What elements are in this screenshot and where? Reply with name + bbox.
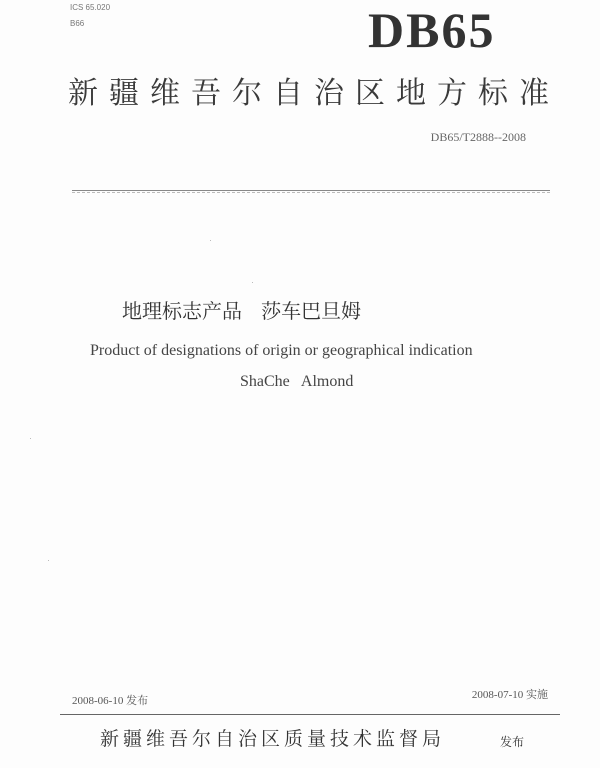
publisher-suffix: 发布 [500,735,525,749]
header-divider [72,190,550,191]
scan-speck [48,560,49,561]
footer-divider [60,714,560,715]
implementation-date: 2008-07-10 实施 [471,689,548,701]
title-english-line2: ShaChe Almond [240,373,354,390]
title-chinese: 地理标志产品 莎车巴旦姆 [122,299,362,323]
scan-speck [252,282,253,283]
publisher-name: 新疆维吾尔自治区质量技术监督局 [100,728,446,750]
db65-logo: DB65 [368,2,496,58]
header-divider-shadow [72,192,550,193]
scan-speck [210,240,211,241]
ics-code: ICS 65.020 [70,3,111,12]
scan-speck [30,438,31,439]
standard-number: DB65/T2888--2008 [430,130,526,144]
title-english-line1: Product of designations of origin or geographical indication [90,342,473,359]
org-title: 新疆维吾尔自治区地方标准 [68,76,560,111]
ccs-code: B66 [70,19,85,28]
issue-date: 2008-06-10 发布 [72,695,149,707]
